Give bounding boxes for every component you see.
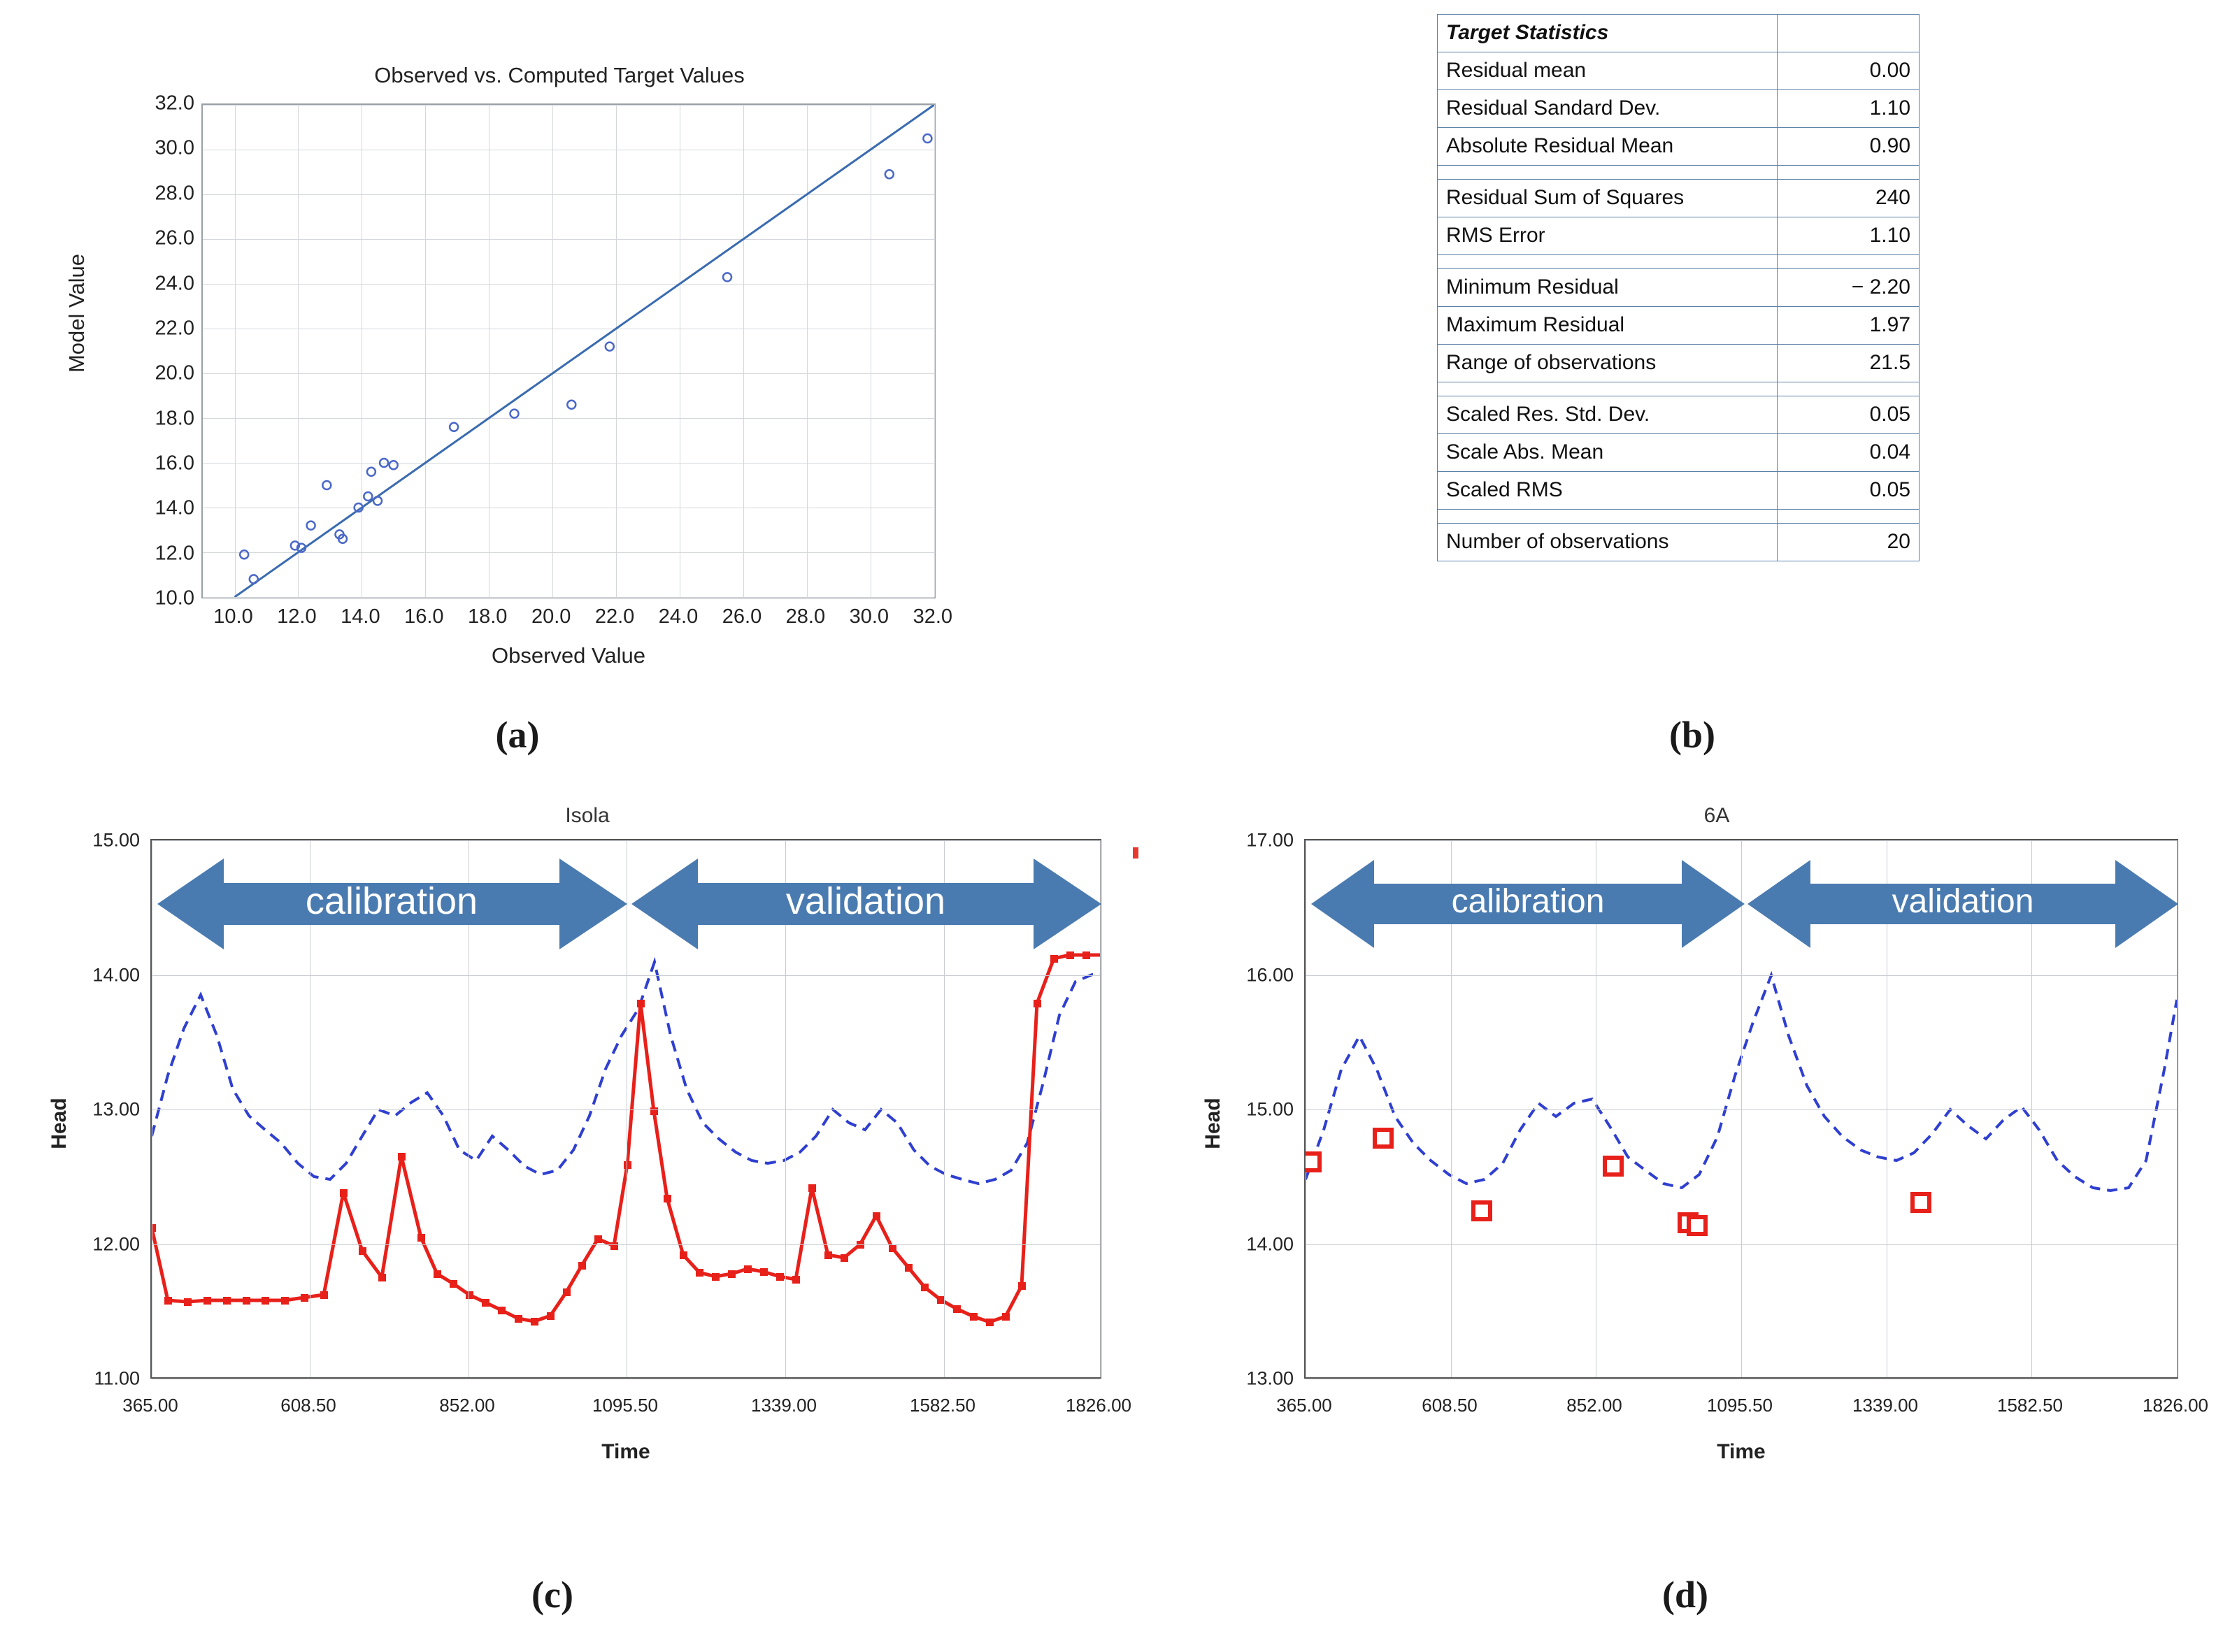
well6a-x-tick: 1826.00 bbox=[2143, 1395, 2208, 1416]
table-spacer-row bbox=[1438, 166, 1920, 180]
isola-y-tick: 13.00 bbox=[92, 1098, 140, 1120]
stat-value: 0.05 bbox=[1778, 472, 1920, 510]
panel-label-b: (b) bbox=[1669, 714, 1715, 756]
table-row bbox=[1438, 472, 1920, 510]
stat-value: − 2.20 bbox=[1778, 269, 1920, 307]
stat-value: 20 bbox=[1778, 524, 1920, 561]
well6a-y-tick: 13.00 bbox=[1246, 1367, 1294, 1389]
scatter-chart-title: Observed vs. Computed Target Values bbox=[374, 63, 745, 87]
isola-annotation-band bbox=[157, 852, 1101, 956]
stat-label: RMS Error bbox=[1438, 217, 1778, 255]
stat-value: 0.04 bbox=[1778, 434, 1920, 472]
stat-value: 0.00 bbox=[1778, 52, 1920, 90]
stat-value: 21.5 bbox=[1778, 345, 1920, 382]
y-tick: 10.0 bbox=[155, 587, 194, 610]
y-tick: 20.0 bbox=[155, 361, 194, 385]
table-row bbox=[1438, 217, 1920, 255]
table-spacer-row bbox=[1438, 510, 1920, 524]
y-tick: 28.0 bbox=[155, 182, 194, 205]
table-title-value-cell bbox=[1778, 15, 1920, 52]
stat-label: Scaled Res. Std. Dev. bbox=[1438, 396, 1778, 434]
x-tick: 20.0 bbox=[531, 605, 571, 628]
well6a-x-tick: 608.50 bbox=[1422, 1395, 1478, 1416]
well6a-y-tick: 16.00 bbox=[1246, 964, 1294, 985]
scatter-x-axis-ticks bbox=[201, 605, 953, 639]
well6a-calibration-label: calibration bbox=[1451, 883, 1605, 920]
isola-x-tick: 1095.50 bbox=[592, 1395, 658, 1416]
isola-x-tick: 852.00 bbox=[439, 1395, 495, 1416]
y-tick: 26.0 bbox=[155, 227, 194, 250]
x-tick: 32.0 bbox=[913, 605, 953, 628]
scatter-plot-area bbox=[201, 103, 936, 598]
table-row bbox=[1438, 128, 1920, 166]
x-tick: 24.0 bbox=[658, 605, 699, 628]
stat-value: 1.97 bbox=[1778, 307, 1920, 345]
isola-chart-title: Isola bbox=[565, 804, 610, 827]
y-tick: 22.0 bbox=[155, 317, 194, 340]
table-spacer-row bbox=[1438, 255, 1920, 269]
panel-label-a: (a) bbox=[495, 714, 540, 756]
panel-label-d: (d) bbox=[1662, 1574, 1708, 1616]
table-row bbox=[1438, 52, 1920, 90]
table-row bbox=[1438, 269, 1920, 307]
panel-a-scatter-chart bbox=[42, 21, 1077, 692]
well6a-x-tick: 1582.50 bbox=[1997, 1395, 2063, 1416]
well6a-y-tick: 14.00 bbox=[1246, 1233, 1294, 1254]
y-tick: 24.0 bbox=[155, 272, 194, 294]
x-tick: 30.0 bbox=[849, 605, 889, 628]
isola-x-tick: 365.00 bbox=[122, 1395, 178, 1416]
table-row bbox=[1438, 307, 1920, 345]
y-tick: 16.0 bbox=[155, 452, 194, 475]
stat-label: Number of observations bbox=[1438, 524, 1778, 561]
well6a-y-tick: 17.00 bbox=[1246, 829, 1294, 851]
well6a-chart-title: 6A bbox=[1703, 804, 1730, 827]
table-row bbox=[1438, 180, 1920, 217]
x-tick: 28.0 bbox=[785, 605, 826, 628]
scatter-series-svg bbox=[203, 105, 934, 597]
y-tick: 30.0 bbox=[155, 136, 194, 159]
well6a-y-axis-title: Head bbox=[1201, 1098, 1224, 1149]
stat-label: Scale Abs. Mean bbox=[1438, 434, 1778, 472]
well6a-validation-label: validation bbox=[1892, 883, 2034, 920]
table-row bbox=[1438, 345, 1920, 382]
y-tick: 12.0 bbox=[155, 542, 194, 565]
stat-label: Maximum Residual bbox=[1438, 307, 1778, 345]
x-tick: 14.0 bbox=[341, 605, 380, 628]
scatter-x-axis-title: Observed Value bbox=[492, 643, 645, 668]
x-tick: 22.0 bbox=[594, 605, 635, 628]
well6a-x-tick: 852.00 bbox=[1566, 1395, 1622, 1416]
table-row bbox=[1438, 396, 1920, 434]
y-tick: 32.0 bbox=[155, 92, 194, 115]
stat-label: Residual Sum of Squares bbox=[1438, 180, 1778, 217]
well6a-x-tick: 365.00 bbox=[1276, 1395, 1332, 1416]
isola-x-tick: 608.50 bbox=[280, 1395, 336, 1416]
isola-x-tick: 1582.50 bbox=[910, 1395, 975, 1416]
stat-label: Scaled RMS bbox=[1438, 472, 1778, 510]
isola-y-tick: 14.00 bbox=[92, 964, 140, 985]
panel-d-timeseries-6a bbox=[1175, 797, 2208, 1566]
target-statistics-table bbox=[1437, 14, 1920, 561]
well6a-x-tick: 1095.50 bbox=[1707, 1395, 1773, 1416]
stat-value: 0.90 bbox=[1778, 128, 1920, 166]
panel-c-timeseries-isola bbox=[21, 797, 1131, 1566]
well6a-y-tick: 15.00 bbox=[1246, 1098, 1294, 1120]
isola-stray-marker bbox=[1133, 847, 1138, 859]
scatter-y-axis-ticks bbox=[105, 92, 194, 610]
x-tick: 26.0 bbox=[722, 605, 762, 628]
x-tick: 18.0 bbox=[467, 605, 508, 628]
stat-label: Range of observations bbox=[1438, 345, 1778, 382]
isola-y-tick: 15.00 bbox=[92, 829, 140, 851]
table-row bbox=[1438, 434, 1920, 472]
isola-x-tick: 1339.00 bbox=[751, 1395, 817, 1416]
table-title-cell: Target Statistics bbox=[1438, 15, 1778, 52]
panel-b-statistics-table bbox=[1437, 14, 1940, 678]
stat-label: Absolute Residual Mean bbox=[1438, 128, 1778, 166]
well6a-annotation-band bbox=[1311, 852, 2178, 956]
stat-value: 1.10 bbox=[1778, 217, 1920, 255]
y-tick: 18.0 bbox=[155, 407, 194, 429]
stat-label: Residual mean bbox=[1438, 52, 1778, 90]
panel-label-c: (c) bbox=[531, 1574, 573, 1616]
isola-x-tick: 1826.00 bbox=[1066, 1395, 1131, 1416]
stat-value: 240 bbox=[1778, 180, 1920, 217]
isola-x-axis-title: Time bbox=[601, 1440, 650, 1463]
stat-label: Minimum Residual bbox=[1438, 269, 1778, 307]
x-tick: 12.0 bbox=[277, 605, 317, 628]
x-tick: 16.0 bbox=[404, 605, 444, 628]
y-tick: 14.0 bbox=[155, 496, 194, 519]
table-spacer-row bbox=[1438, 382, 1920, 396]
well6a-x-axis-title: Time bbox=[1717, 1440, 1766, 1463]
isola-y-axis-title: Head bbox=[48, 1098, 71, 1149]
well6a-x-tick: 1339.00 bbox=[1852, 1395, 1918, 1416]
x-tick: 10.0 bbox=[213, 605, 253, 628]
isola-validation-label: validation bbox=[785, 880, 946, 922]
table-row bbox=[1438, 15, 1920, 52]
stat-value: 0.05 bbox=[1778, 396, 1920, 434]
table-row bbox=[1438, 524, 1920, 561]
isola-calibration-label: calibration bbox=[305, 880, 478, 922]
isola-y-tick: 12.00 bbox=[92, 1233, 140, 1254]
scatter-y-axis-title: Model Value bbox=[64, 253, 89, 373]
isola-y-tick: 11.00 bbox=[94, 1367, 140, 1389]
table-row bbox=[1438, 90, 1920, 128]
stat-label: Residual Sandard Dev. bbox=[1438, 90, 1778, 128]
stat-value: 1.10 bbox=[1778, 90, 1920, 128]
